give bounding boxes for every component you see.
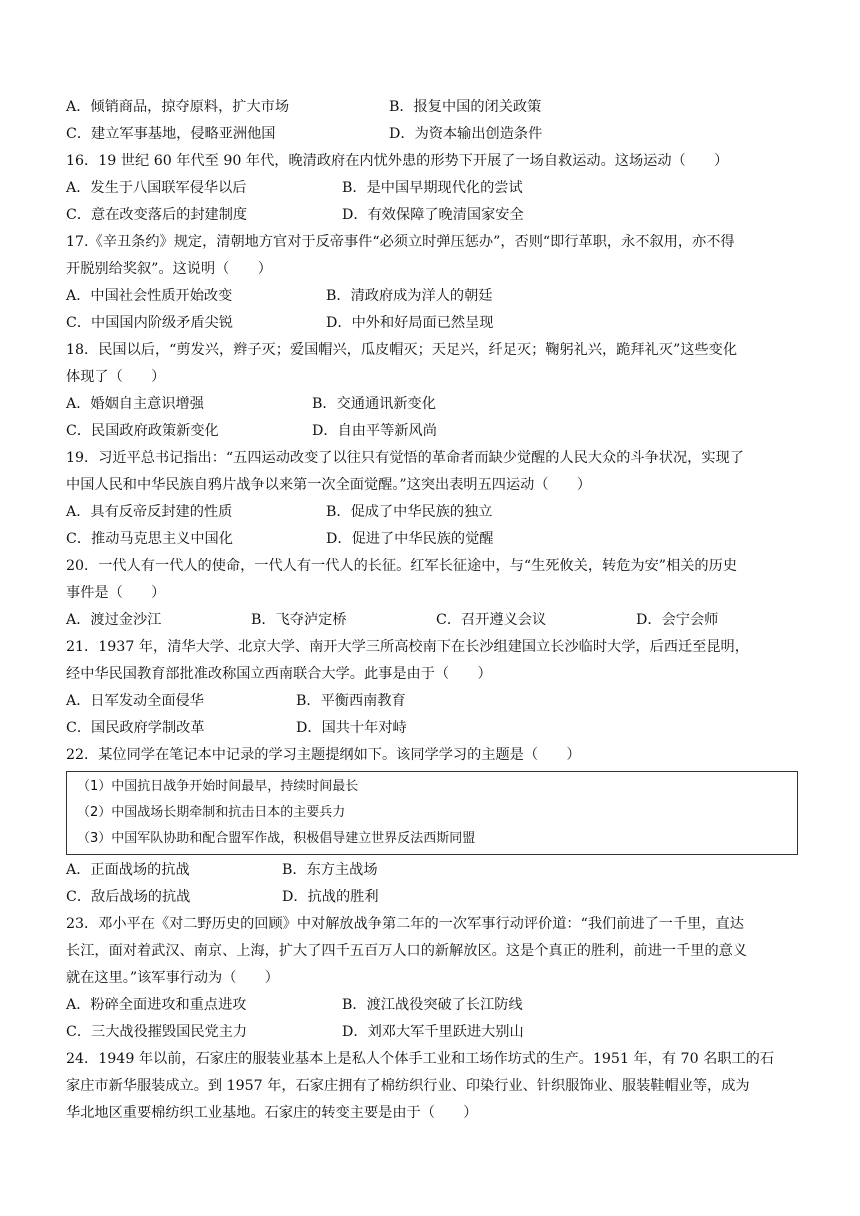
q18-options-row-2 (66, 418, 806, 445)
q16-options-row-1 (66, 175, 806, 202)
q22-outline-item-2: （2）中国战场长期牵制和抗击日本的主要兵力 (77, 805, 346, 820)
q22-outline-box (66, 771, 798, 855)
q17-options-row-2 (66, 310, 806, 337)
q21-option-c: C．国民政府学制改革 (66, 720, 205, 736)
q23-stem-line-2: 长江，面对着武汉、南京、上海，扩大了四千五百万人口的新解放区。这是个真正的胜利，前进一千里的意义 (66, 943, 748, 959)
q22-option-a: A．正面战场的抗战 (66, 862, 190, 878)
q20-option-b: B．飞夺泸定桥 (251, 612, 347, 628)
q23-option-d: D．刘邓大军千里跃进大别山 (342, 1024, 524, 1040)
q24-stem-line-3: 华北地区重要棉纺织工业基地。石家庄的转变主要是由于（ ） (66, 1105, 478, 1121)
q18-option-a: A．婚姻自主意识增强 (66, 396, 204, 412)
q16-options-row-2 (66, 202, 806, 229)
q17-option-d: D．中外和好局面已然呈现 (326, 315, 494, 331)
q20-stem-line-1: 20．一代人有一代人的使命，一代人有一代人的长征。红军长征途中，与“生死攸关，转危为安”相关的历史 (66, 558, 738, 574)
q22-outline-item-1: （1）中国抗日战争开始时间最早，持续时间最长 (77, 779, 359, 794)
q21-option-d: D．国共十年对峙 (296, 720, 407, 736)
q17-stem-line-2: 开脱别给奖叙”。这说明（ ） (66, 261, 272, 277)
q18-option-c: C．民国政府政策新变化 (66, 423, 219, 439)
q15-option-d: D．为资本输出创造条件 (389, 126, 543, 142)
q22-option-b: B．东方主战场 (282, 862, 378, 878)
q16-option-a: A．发生于八国联军侵华以后 (66, 180, 247, 196)
q23-options-row-1 (66, 992, 806, 1019)
q18-stem-line-2: 体现了（ ） (66, 369, 166, 385)
q20-option-c: C．召开遵义会议 (436, 612, 547, 628)
q17-options-row-1 (66, 283, 806, 310)
q19-option-c: C．推动马克思主义中国化 (66, 531, 233, 547)
q18-options-row-1 (66, 391, 806, 418)
q19-options-row-2 (66, 526, 806, 553)
q20-option-a: A．渡过金沙江 (66, 612, 162, 628)
q21-option-a: A．日军发动全面侵华 (66, 693, 204, 709)
q21-stem-line-2: 经中华民国教育部批准改称国立西南联合大学。此事是由于（ ） (66, 666, 492, 682)
q23-stem-line-1: 23．邓小平在《对二野历史的回顾》中对解放战争第二年的一次军事行动评价道：“我们前进了一千里，直达 (66, 916, 744, 932)
q22-options-row-1 (66, 857, 806, 884)
q17-option-a: A．中国社会性质开始改变 (66, 288, 233, 304)
q24-stem-line-1: 24．1949 年以前，石家庄的服装业基本上是私人个体手工业和工场作坊式的生产。1951 年，有 70 名职工的石 (66, 1051, 775, 1067)
q19-option-a: A．具有反帝反封建的性质 (66, 504, 233, 520)
q15-option-c: C．建立军事基地，侵略亚洲他国 (66, 126, 276, 142)
q19-option-b: B．促成了中华民族的独立 (326, 504, 493, 520)
q23-option-b: B．渡江战役突破了长江防线 (342, 997, 523, 1013)
q20-stem-line-2: 事件是（ ） (66, 585, 166, 601)
q16-option-c: C．意在改变落后的封建制度 (66, 207, 248, 223)
q21-options-row-2 (66, 715, 806, 742)
q17-option-b: B．清政府成为洋人的朝廷 (326, 288, 493, 304)
q22-option-c: C．敌后战场的抗战 (66, 889, 191, 905)
q24-stem-line-2: 家庄市新华服装成立。到 1957 年，石家庄拥有了棉纺织行业、印染行业、针织服饰业、服装鞋帽业等，成为 (66, 1078, 750, 1094)
q23-option-a: A．粉碎全面进攻和重点进攻 (66, 997, 247, 1013)
q21-options-row-1 (66, 688, 806, 715)
q20-option-d: D．会宁会师 (636, 612, 719, 628)
q16-option-b: B．是中国早期现代化的尝试 (342, 180, 523, 196)
q19-options-row-1 (66, 499, 806, 526)
q18-option-b: B．交通通讯新变化 (312, 396, 436, 412)
q23-stem-line-3: 就在这里。”该军事行动为（ ） (66, 970, 279, 986)
q19-option-d: D．促进了中华民族的觉醒 (326, 531, 494, 547)
q16-option-d: D．有效保障了晚清国家安全 (342, 207, 524, 223)
q17-stem-line-1: 17.《辛丑条约》规定，清朝地方官对于反帝事件“必须立时弹压惩办”，否则“即行革职，永不叙用，亦不得 (66, 234, 735, 250)
q15-options-row-2 (66, 121, 806, 148)
q19-stem-line-1: 19．习近平总书记指出：“五四运动改变了以往只有觉悟的革命者而缺少觉醒的人民大众的斗争状况，实现了 (66, 450, 744, 466)
q22-stem: 22．某位同学在笔记本中记录的学习主题提纲如下。该同学学习的主题是（ ） (66, 747, 581, 763)
q15-option-a: A．倾销商品，掠夺原料，扩大市场 (66, 99, 290, 115)
q20-options-row (66, 607, 806, 634)
q21-stem-line-1: 21．1937 年，清华大学、北京大学、南开大学三所高校南下在长沙组建国立长沙临时大学，后西迁至昆明， (66, 639, 749, 655)
q23-option-c: C．三大战役摧毁国民党主力 (66, 1024, 248, 1040)
q18-option-d: D．自由平等新风尚 (312, 423, 437, 439)
q17-option-c: C．中国国内阶级矛盾尖锐 (66, 315, 233, 331)
q22-outline-item-3: （3）中国军队协助和配合盟军作战，积极倡导建立世界反法西斯同盟 (77, 831, 476, 846)
q18-stem-line-1: 18．民国以后，“剪发兴，辫子灭；爱国帽兴，瓜皮帽灭；天足兴，纤足灭；鞠躬礼兴，跪拜礼灭”这些变化 (66, 342, 738, 358)
q22-option-d: D．抗战的胜利 (282, 889, 379, 905)
q15-options-row-1 (66, 94, 806, 121)
q15-option-b: B．报复中国的闭关政策 (389, 99, 542, 115)
q16-stem: 16．19 世纪 60 年代至 90 年代，晚清政府在内忧外患的形势下开展了一场自救运动。这场运动（ ） (66, 153, 729, 169)
q21-option-b: B．平衡西南教育 (296, 693, 406, 709)
q23-options-row-2 (66, 1019, 806, 1046)
exam-page (66, 94, 806, 1127)
q22-options-row-2 (66, 884, 806, 911)
q19-stem-line-2: 中国人民和中华民族自鸦片战争以来第一次全面觉醒。”这突出表明五四运动（ ） (66, 477, 592, 493)
